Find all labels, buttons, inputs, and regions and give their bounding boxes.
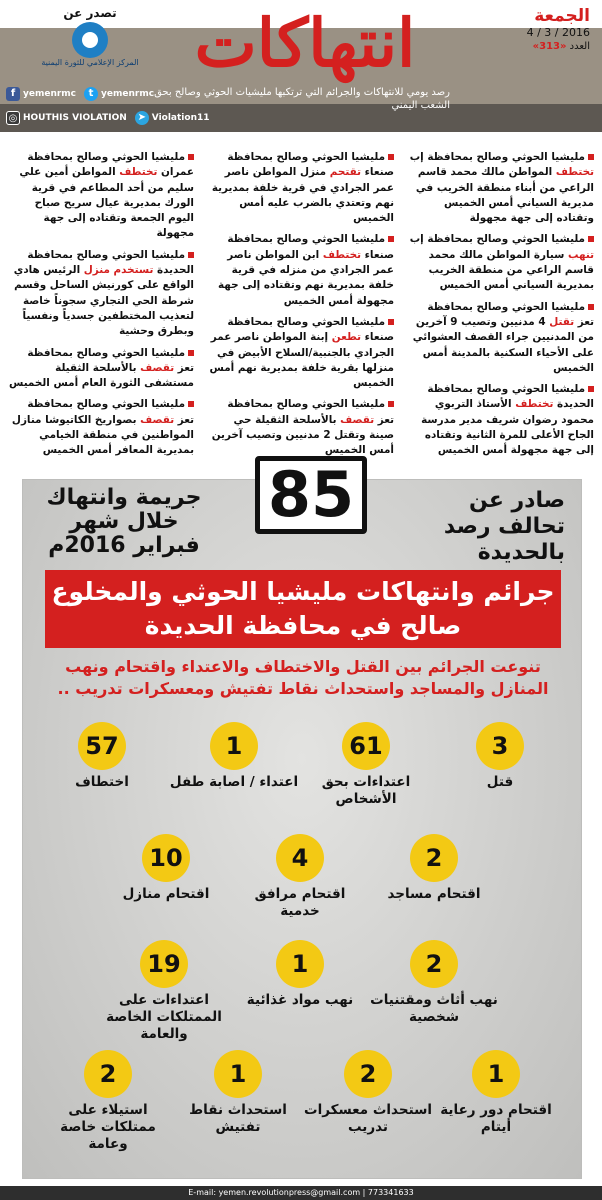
stat-value: 3 — [476, 722, 524, 770]
stat-value: 2 — [410, 834, 458, 882]
stat-value: 4 — [276, 834, 324, 882]
news-keyword: تقصف — [140, 361, 175, 374]
stat-label: استحداث معسكرات تدريب — [304, 1102, 432, 1135]
social-instagram[interactable] — [6, 111, 127, 125]
stat-value: 2 — [410, 940, 458, 988]
news-lead: مليشيا الحوثي وصالح بمحافظة صنعاء — [227, 315, 394, 344]
news-keyword: تختطف — [515, 398, 554, 411]
bullet-square-icon — [588, 304, 594, 310]
social-telegram[interactable] — [135, 111, 210, 125]
news-keyword: تختطف — [322, 248, 361, 261]
news-keyword: تقتل — [549, 315, 575, 328]
news-text: المواطن أمين علي سليم من أحد المطاعم في قرية الورك بمديرية عيال سريح صباح اليوم الجمعة وتقتاده إلى جهة مجهولة — [19, 166, 194, 240]
social-twitter-label: yemenrmc — [101, 89, 155, 99]
stat-label: اقتحام مساجد — [387, 886, 481, 902]
news-item — [208, 315, 394, 391]
stat-value: 2 — [344, 1050, 392, 1098]
stats-grid — [23, 722, 583, 1162]
stat-label: نهب أثاث ومقتنيات شخصية — [370, 992, 498, 1025]
masthead-title: انتهاكات — [194, 4, 416, 82]
bullet-square-icon — [588, 154, 594, 160]
social-row-bottom — [6, 110, 210, 126]
stat-label: اقتحام مرافق خدمية — [254, 886, 346, 919]
stat-label: نهب مواد غذائية — [246, 992, 354, 1008]
news-lead: مليشيا الحوثي وصالح بمحافظة إب — [409, 151, 585, 163]
news-text: الأستاذ التربوي محمود رضوان شريف مدير مدرسة الجاح الأعلى للمرة الثانية وتقتاده إلى جهة مجهولة أمس الخميس — [421, 398, 594, 457]
stat-item — [369, 940, 499, 1026]
social-instagram-label: HOUTHIS VIOLATION — [23, 113, 127, 123]
news-column-left — [8, 150, 194, 468]
news-item — [408, 382, 594, 458]
news-keyword: تقصف — [140, 413, 175, 426]
news-item — [8, 150, 194, 242]
infographic-title: جرائم وانتهاكات مليشيا الحوثي والمخلوع صالح في محافظة الحديدة — [45, 570, 561, 648]
stat-label: استيلاء على ممتلكات خاصة وعامة — [60, 1102, 156, 1152]
bullet-square-icon — [188, 252, 194, 258]
stat-value: 57 — [78, 722, 126, 770]
stat-value: 10 — [142, 834, 190, 882]
crime-count-text: جريمة وانتهاك خلال شهر فبراير 2016م — [46, 485, 202, 558]
stat-item — [301, 722, 431, 808]
issue-number-line — [480, 40, 590, 54]
news-keyword: تقتحم — [329, 166, 361, 179]
news-item — [8, 346, 194, 392]
news-lead: مليشيا الحوثي وصالح بمحافظة إب — [409, 233, 585, 246]
source-text: صادر عن تحالف رصد بالحديدة — [443, 488, 565, 565]
stat-item — [89, 940, 239, 1043]
news-lead: مليشيا الحوثي وصالح بمحافظة تعز — [427, 300, 594, 328]
twitter-icon: t — [84, 87, 98, 101]
big-number-box — [255, 456, 367, 534]
news-column-right — [408, 150, 594, 468]
news-item — [408, 232, 594, 293]
social-row-top — [6, 86, 154, 102]
news-lead: مليشيا الحوثي وصالح بمحافظة تعز — [27, 346, 194, 374]
instagram-icon: ◎ — [6, 111, 20, 125]
news-item — [8, 248, 194, 340]
stat-label: اعتداءات بحق الأشخاص — [321, 774, 411, 807]
publisher-label: تصدر عن — [63, 6, 117, 20]
issue-date: 2016 / 3 / 4 — [526, 26, 590, 39]
publisher-name: المركز الإعلامي للثورة اليمنية — [41, 58, 139, 67]
stat-label: اقتحام منازل — [122, 886, 210, 902]
news-text: بالأسلحة الثقيلة مستشفى الثورة العام أمس الخميس — [9, 361, 194, 390]
news-lead: مليشيا الحوثي وصالح بمحافظة الحديدة — [427, 383, 594, 411]
news-lead: مليشيا الحوثي وصالح بمحافظة صنعاء — [227, 233, 394, 261]
news-lead: مليشيا الحوثي وصالح بمحافظة تعز — [27, 398, 194, 426]
stat-value: 1 — [276, 940, 324, 988]
news-text: الرئيس هادي الواقع على كورنيش الساحل وقسم شرطة الحي التجاري سجوناً خاصة لتعذيب المختطفين جسدياً ونفسياً وبطرق وحشية — [13, 264, 194, 338]
stat-item — [173, 1050, 303, 1136]
stat-item — [43, 1050, 173, 1153]
news-keyword: تنهب — [567, 248, 594, 261]
news-text: إبنة المواطن ناصر عمر الجرادي بالجنبية/السلاح الأبيض في منزلها بقرية خلفة بمديرية نهم أمس الخميس — [209, 331, 394, 390]
issue-number: «313» — [532, 41, 567, 52]
news-keyword: تطعن — [331, 331, 361, 344]
stat-item — [235, 940, 365, 1009]
masthead-tagline: رصد يومي للانتهاكات والجرائم التي ترتكبها مليشيات الحوثي وصالح بحق الشعب اليمني — [154, 87, 450, 111]
news-keyword: تختطف — [555, 166, 594, 179]
stat-item — [369, 834, 499, 903]
stat-value: 19 — [140, 940, 188, 988]
bullet-square-icon — [388, 401, 394, 407]
date-box — [480, 6, 590, 54]
stat-label: اختطاف — [75, 774, 129, 790]
infographic — [22, 458, 582, 1179]
stat-item — [431, 1050, 561, 1136]
stat-label: اقتحام دور رعاية أيتام — [440, 1102, 552, 1135]
publisher-box — [40, 6, 140, 68]
stat-item — [169, 722, 299, 791]
stat-item — [435, 722, 565, 791]
bullet-square-icon — [388, 319, 394, 325]
news-text: ابن المواطن ناصر عمر الجرادي من منزله في قرية خلفة بمديرية نهم وتقتاده إلى جهة مجهولة أمس الخميس — [217, 248, 394, 307]
bullet-square-icon — [588, 236, 594, 242]
news-columns — [8, 150, 594, 468]
news-lead: مليشيا الحوثي وصالح بمحافظة تعز — [227, 398, 394, 426]
news-text: 4 مدنيين وتصيب 9 آخرين من المدنيين جراء القصف العشوائي على الأحياء السكنية بالمدينة أمس الخميس — [412, 315, 594, 374]
news-item — [208, 150, 394, 226]
bullet-square-icon — [188, 154, 194, 160]
news-lead: مليشيا الحوثي وصالح بمحافظة صنعاء — [227, 151, 394, 179]
news-item — [208, 397, 394, 458]
stat-item — [37, 722, 167, 791]
bullet-square-icon — [388, 154, 394, 160]
stat-label: استحداث نقاط تفتيش — [189, 1102, 287, 1135]
stat-value: 1 — [472, 1050, 520, 1098]
infographic-subtitle: تنوعت الجرائم بين القتل والاختطاف والاعتداء واقتحام ونهب المنازل والمساجد واستحداث نقاط تفتيش ومعسكرات تدريب .. — [57, 657, 549, 698]
facebook-icon: f — [6, 87, 20, 101]
stat-item — [101, 834, 231, 903]
news-item — [408, 150, 594, 226]
news-column-middle — [208, 150, 394, 468]
news-text: منزل المواطن ناصر عمر الجرادي في قرية خلفة بمديرية نهم وتعتدي بالضرب عليه أمس الخميس — [211, 166, 394, 225]
stat-item — [235, 834, 365, 920]
stat-label: اعتداء / اصابة طفل — [169, 774, 299, 790]
big-number: 85 — [267, 458, 355, 531]
news-text: بالأسلحة الثقيلة حي صينة وتقتل 2 مدنيين وتصيب آخرين أمس الخميس — [211, 413, 394, 457]
footer-contact: E-mail: yemen.revolutionpress@gmail.com | 773341633 — [0, 1186, 602, 1200]
stat-value: 61 — [342, 722, 390, 770]
issue-label: العدد — [569, 41, 590, 52]
stat-value: 1 — [214, 1050, 262, 1098]
social-telegram-label: Violation11 — [151, 113, 210, 123]
stat-label: قتل — [486, 774, 514, 790]
news-lead: مليشيا الحوثي وصالح بمحافظة عمران — [27, 151, 194, 179]
news-item — [408, 300, 594, 376]
news-keyword: تقصف — [340, 413, 375, 426]
news-item — [8, 397, 194, 458]
stat-item — [303, 1050, 433, 1136]
social-twitter[interactable] — [84, 87, 154, 101]
issue-day: الجمعة — [534, 6, 590, 26]
news-keyword: تختطف — [119, 166, 158, 179]
bullet-square-icon — [388, 236, 394, 242]
social-facebook-label: yemenrmc — [23, 89, 77, 99]
bullet-square-icon — [188, 401, 194, 407]
stat-value: 2 — [84, 1050, 132, 1098]
header — [0, 0, 602, 136]
stat-label: اعتداءات على الممتلكات الخاصة والعامة — [106, 992, 222, 1042]
telegram-icon: ➤ — [135, 111, 149, 125]
news-text: بصواريخ الكاتيوشا منازل المواطنين في منطقة الخيامي بمديرية المعافر أمس الخميس — [11, 413, 194, 457]
social-facebook[interactable] — [6, 87, 76, 101]
news-text: سيارة المواطن مالك محمد قاسم الراعي من منطقة الخريب بمديرية السياني أمس الخميس — [428, 248, 594, 292]
bullet-square-icon — [188, 350, 194, 356]
news-keyword: تستخدم منزل — [83, 264, 154, 277]
news-item — [208, 232, 394, 308]
stat-value: 1 — [210, 722, 258, 770]
bullet-square-icon — [588, 386, 594, 392]
news-text: المواطن مالك محمد قاسم الراعي من أبناء منطقة الخريب في مديرية السياني أمس الخميس وتقتاده إلى جهة مجهولة — [415, 166, 594, 225]
publisher-logo-icon — [72, 22, 108, 58]
news-lead: مليشيا الحوثي وصالح بمحافظة الحديدة — [27, 248, 194, 277]
